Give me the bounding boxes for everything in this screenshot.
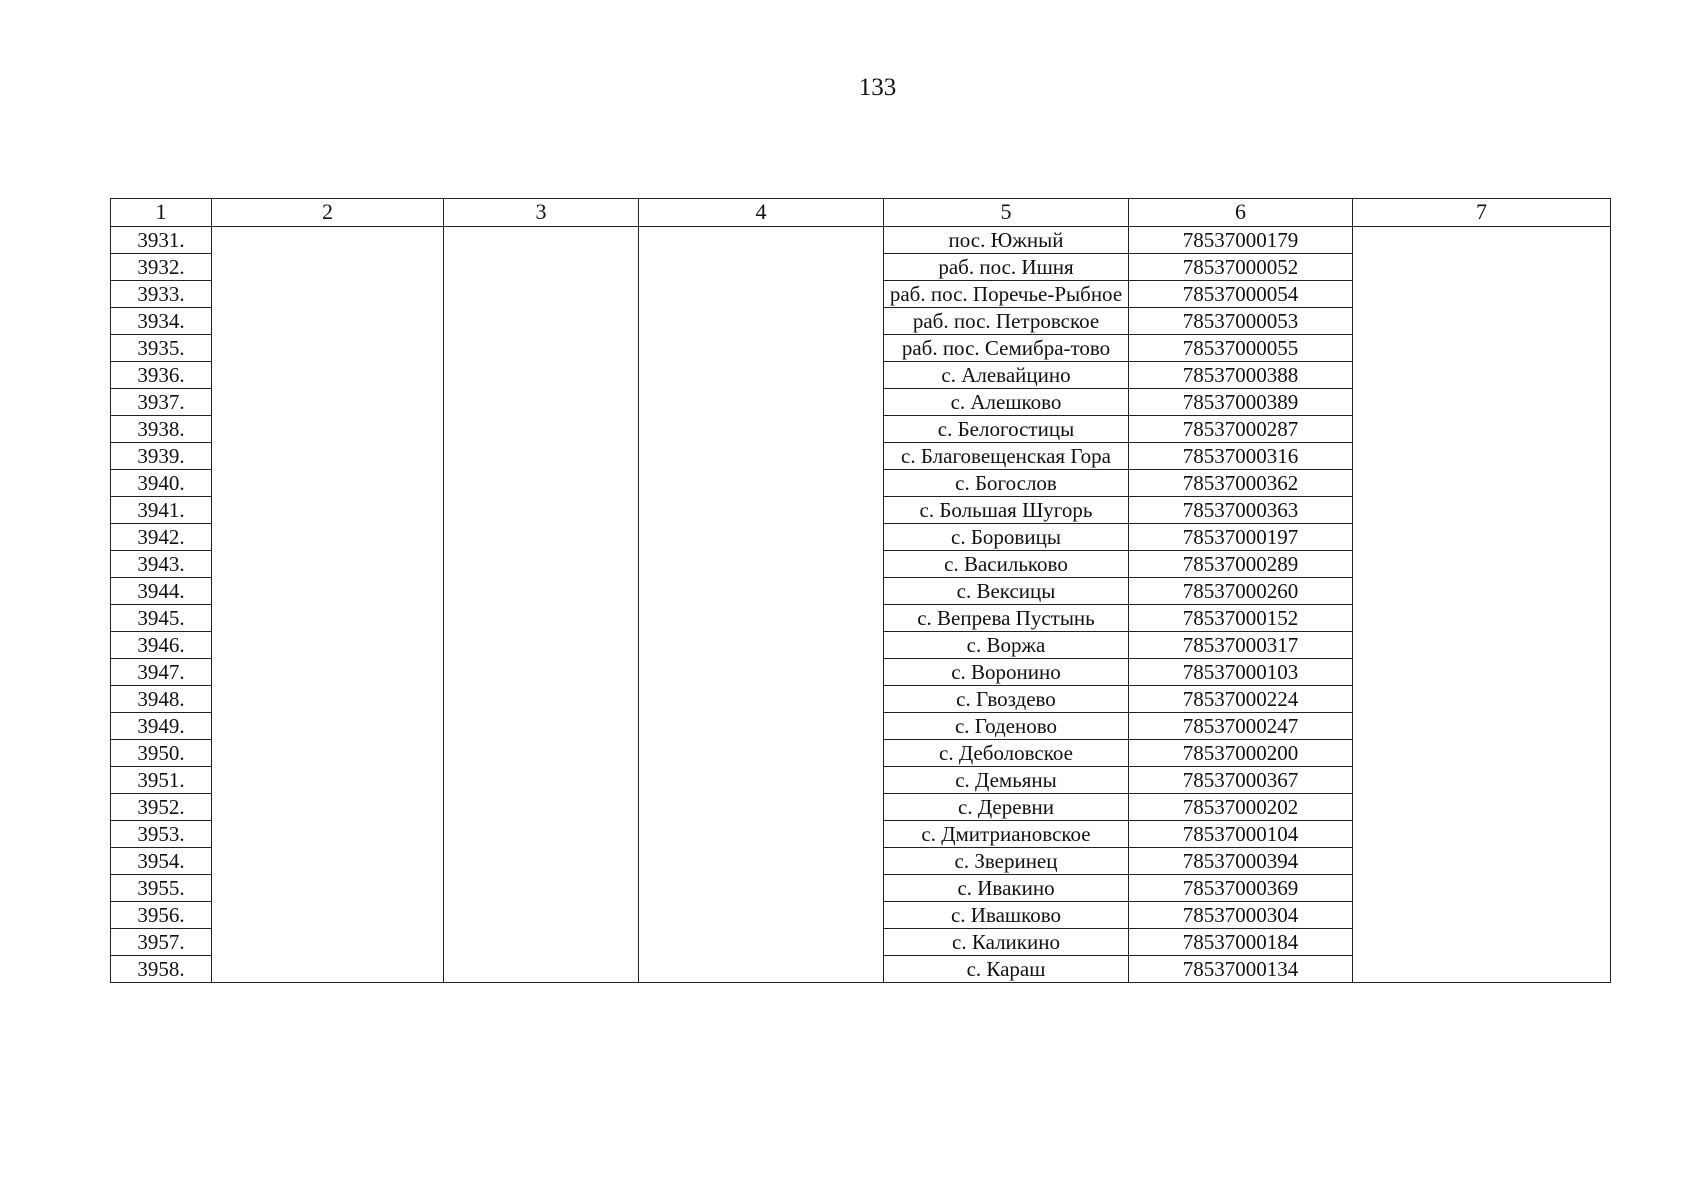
row-number: 3937. [111, 389, 212, 416]
row-number: 3949. [111, 713, 212, 740]
row-number: 3944. [111, 578, 212, 605]
oktmo-code: 78537000224 [1129, 686, 1353, 713]
row-number: 3932. [111, 254, 212, 281]
column-header-4: 4 [639, 199, 884, 227]
row-number: 3938. [111, 416, 212, 443]
settlement-name: с. Каликино [884, 929, 1129, 956]
row-number: 3936. [111, 362, 212, 389]
oktmo-code: 78537000054 [1129, 281, 1353, 308]
table-row [111, 227, 1611, 254]
column-header-2: 2 [212, 199, 444, 227]
column-3-cell [444, 227, 639, 983]
settlement-name: с. Гвоздево [884, 686, 1129, 713]
oktmo-code: 78537000103 [1129, 659, 1353, 686]
settlement-name: с. Ивакино [884, 875, 1129, 902]
table-body [111, 227, 1611, 983]
row-number: 3950. [111, 740, 212, 767]
column-header-7: 7 [1353, 199, 1611, 227]
oktmo-code: 78537000388 [1129, 362, 1353, 389]
column-header-3: 3 [444, 199, 639, 227]
oktmo-code: 78537000369 [1129, 875, 1353, 902]
column-2-cell [212, 227, 444, 983]
row-number: 3940. [111, 470, 212, 497]
header-row [111, 199, 1611, 227]
oktmo-code: 78537000289 [1129, 551, 1353, 578]
oktmo-code: 78537000389 [1129, 389, 1353, 416]
settlement-name: с. Вепрева Пустынь [884, 605, 1129, 632]
row-number: 3957. [111, 929, 212, 956]
oktmo-code: 78537000304 [1129, 902, 1353, 929]
column-header-1: 1 [111, 199, 212, 227]
settlement-name: раб. пос. Поречье-Рыбное [884, 281, 1129, 308]
settlement-name: раб. пос. Ишня [884, 254, 1129, 281]
column-7-cell [1353, 227, 1611, 983]
oktmo-code: 78537000316 [1129, 443, 1353, 470]
settlement-name: с. Алешково [884, 389, 1129, 416]
column-header-6: 6 [1129, 199, 1353, 227]
registry-table [110, 198, 1611, 983]
oktmo-code: 78537000134 [1129, 956, 1353, 983]
row-number: 3942. [111, 524, 212, 551]
oktmo-code: 78537000394 [1129, 848, 1353, 875]
oktmo-code: 78537000104 [1129, 821, 1353, 848]
oktmo-code: 78537000363 [1129, 497, 1353, 524]
oktmo-code: 78537000287 [1129, 416, 1353, 443]
settlement-name: с. Деревни [884, 794, 1129, 821]
column-header-5: 5 [884, 199, 1129, 227]
settlement-name: раб. пос. Семибра-тово [884, 335, 1129, 362]
row-number: 3939. [111, 443, 212, 470]
settlement-name: с. Караш [884, 956, 1129, 983]
settlement-name: раб. пос. Петровское [884, 308, 1129, 335]
oktmo-code: 78537000362 [1129, 470, 1353, 497]
row-number: 3958. [111, 956, 212, 983]
settlement-name: с. Белогостицы [884, 416, 1129, 443]
settlement-name: с. Вексицы [884, 578, 1129, 605]
oktmo-code: 78537000367 [1129, 767, 1353, 794]
row-number: 3951. [111, 767, 212, 794]
settlement-name: с. Богослов [884, 470, 1129, 497]
row-number: 3945. [111, 605, 212, 632]
row-number: 3955. [111, 875, 212, 902]
row-number: 3933. [111, 281, 212, 308]
page-number: 133 [858, 74, 897, 101]
row-number: 3952. [111, 794, 212, 821]
settlement-name: с. Воржа [884, 632, 1129, 659]
oktmo-code: 78537000317 [1129, 632, 1353, 659]
oktmo-code: 78537000202 [1129, 794, 1353, 821]
settlement-name: с. Ивашково [884, 902, 1129, 929]
settlement-name: с. Алевайцино [884, 362, 1129, 389]
settlement-name: с. Большая Шугорь [884, 497, 1129, 524]
row-number: 3953. [111, 821, 212, 848]
oktmo-code: 78537000053 [1129, 308, 1353, 335]
settlement-name: с. Дмитриановское [884, 821, 1129, 848]
row-number: 3947. [111, 659, 212, 686]
settlement-name: с. Годеново [884, 713, 1129, 740]
oktmo-code: 78537000055 [1129, 335, 1353, 362]
settlement-name: с. Благовещенская Гора [884, 443, 1129, 470]
row-number: 3941. [111, 497, 212, 524]
settlement-name: с. Зверинец [884, 848, 1129, 875]
oktmo-code: 78537000152 [1129, 605, 1353, 632]
oktmo-code: 78537000200 [1129, 740, 1353, 767]
row-number: 3931. [111, 227, 212, 254]
oktmo-code: 78537000197 [1129, 524, 1353, 551]
row-number: 3948. [111, 686, 212, 713]
oktmo-code: 78537000179 [1129, 227, 1353, 254]
oktmo-code: 78537000260 [1129, 578, 1353, 605]
oktmo-code: 78537000184 [1129, 929, 1353, 956]
column-4-cell [639, 227, 884, 983]
settlement-name: с. Демьяны [884, 767, 1129, 794]
row-number: 3935. [111, 335, 212, 362]
oktmo-code: 78537000052 [1129, 254, 1353, 281]
row-number: 3956. [111, 902, 212, 929]
row-number: 3934. [111, 308, 212, 335]
settlement-name: с. Боровицы [884, 524, 1129, 551]
row-number: 3946. [111, 632, 212, 659]
settlement-name: с. Васильково [884, 551, 1129, 578]
settlement-name: с. Деболовское [884, 740, 1129, 767]
settlement-name: пос. Южный [884, 227, 1129, 254]
row-number: 3943. [111, 551, 212, 578]
settlement-name: с. Воронино [884, 659, 1129, 686]
oktmo-code: 78537000247 [1129, 713, 1353, 740]
row-number: 3954. [111, 848, 212, 875]
